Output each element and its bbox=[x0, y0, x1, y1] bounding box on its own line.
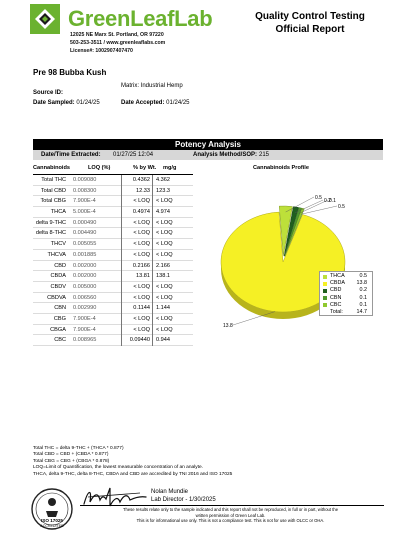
potency-title: Potency Analysis bbox=[33, 139, 383, 150]
signature-divider bbox=[80, 505, 384, 506]
row-name: THCA bbox=[50, 209, 66, 216]
calculation-notes bbox=[33, 446, 232, 478]
col-header-loq: LOQ (%) bbox=[88, 165, 111, 171]
row-loq: 0.004490 bbox=[73, 230, 97, 237]
row-pct: < LOQ bbox=[133, 326, 150, 333]
row-loq: 0.006560 bbox=[73, 294, 97, 301]
row-pct: < LOQ bbox=[133, 294, 150, 301]
table-row bbox=[33, 314, 193, 325]
table-row bbox=[33, 186, 193, 197]
lab-contact: 503-253-3511 / www.greenleaflabs.com bbox=[70, 40, 166, 46]
legend-item bbox=[323, 273, 369, 280]
lab-address: 12025 NE Marx St. Portland, OR 97220 bbox=[70, 32, 164, 38]
lab-address-block bbox=[70, 31, 165, 55]
table-row bbox=[33, 207, 193, 218]
row-pct: 0.2166 bbox=[132, 262, 150, 269]
date-accepted-value: 01/24/25 bbox=[166, 100, 190, 106]
row-loq: 0.002000 bbox=[73, 273, 97, 280]
row-name: CBDA bbox=[50, 273, 66, 280]
legend-swatch bbox=[323, 289, 327, 293]
row-pct: 0.4362 bbox=[132, 177, 150, 183]
legend-value: 0.5 bbox=[359, 273, 367, 279]
pie-slice-label: 0.1 bbox=[329, 198, 336, 204]
row-loq: 0.000490 bbox=[73, 219, 97, 226]
row-mg: < LOQ bbox=[156, 315, 173, 322]
row-loq: 7.900E-4 bbox=[73, 315, 96, 322]
row-name: CBC bbox=[54, 337, 66, 344]
row-mg: < LOQ bbox=[156, 251, 173, 258]
disclaimer bbox=[93, 507, 368, 524]
date-sampled-label: Date Sampled: bbox=[33, 100, 75, 106]
legend-item bbox=[323, 287, 369, 294]
row-pct: < LOQ bbox=[133, 241, 150, 248]
table-row bbox=[33, 218, 193, 229]
legend-label: CBC bbox=[330, 301, 342, 308]
table-row bbox=[33, 239, 193, 250]
table-row bbox=[33, 325, 193, 336]
row-pct: 0.1144 bbox=[133, 305, 150, 312]
legend-rows bbox=[323, 273, 369, 309]
table-row bbox=[33, 303, 193, 314]
row-mg: 0.944 bbox=[156, 337, 170, 344]
report-title-line2: Official Report bbox=[275, 24, 345, 35]
legend-value: 0.2 bbox=[359, 287, 367, 294]
product-name: Pre 98 Bubba Kush bbox=[33, 68, 107, 77]
lab-license: License#: 1002907407470 bbox=[70, 48, 133, 54]
row-mg: 138.1 bbox=[156, 273, 170, 280]
legend-total-row bbox=[323, 309, 369, 316]
column-rule bbox=[121, 175, 122, 346]
legend-label: THCA bbox=[330, 273, 345, 279]
matrix-label: Matrix: Industrial Hemp bbox=[121, 83, 183, 89]
method-label: Analysis Method/SOP: bbox=[193, 152, 258, 158]
row-name: THCVA bbox=[47, 251, 66, 258]
seal-text-accredited: ACCREDITED bbox=[40, 524, 64, 528]
row-loq: 7.900E-4 bbox=[73, 198, 96, 205]
table-row bbox=[33, 250, 193, 261]
row-mg: < LOQ bbox=[156, 198, 173, 205]
row-pct: < LOQ bbox=[133, 198, 150, 205]
disclaimer-line: These results relate only to the sample indicated and this report shall not be reproduced, in full or in part, without the bbox=[122, 507, 339, 512]
disclaimer-line: written permission of Green Leaf Lab. bbox=[195, 512, 266, 518]
table-row bbox=[33, 196, 193, 207]
row-name: delta 9-THC bbox=[35, 219, 66, 226]
legend-swatch bbox=[323, 303, 327, 307]
row-name: CBDV bbox=[50, 283, 66, 290]
table-row bbox=[33, 293, 193, 304]
table-row bbox=[33, 228, 193, 239]
date-accepted bbox=[121, 100, 190, 106]
row-loq: 0.009080 bbox=[73, 177, 97, 183]
row-mg: < LOQ bbox=[156, 283, 173, 290]
legend-total-label: Total: bbox=[330, 308, 343, 315]
legend-label: CBN bbox=[330, 294, 342, 301]
extraction-info-bar bbox=[33, 150, 383, 160]
row-name: CBN bbox=[54, 305, 66, 312]
iso-accreditation-seal bbox=[30, 487, 74, 531]
report-header bbox=[30, 4, 390, 62]
note-line: THCA, delta 9-THC, delta 8-THC, CBDA and CBD are accredited by TNI 2016 and ISO 17025 bbox=[33, 471, 233, 477]
table-row bbox=[33, 271, 193, 282]
row-loq: 0.005000 bbox=[73, 283, 97, 290]
note-line: Total THC = delta 9-THC + (THCA * 0.877) bbox=[33, 446, 124, 451]
signer-name: Nolan Mundie bbox=[151, 489, 189, 495]
source-id bbox=[33, 90, 63, 96]
legend-item bbox=[323, 302, 369, 309]
col-header-cannabinoids: Cannabinoids bbox=[33, 165, 70, 171]
leaf-logo-icon bbox=[30, 4, 60, 34]
pie-slice-label: 0.2 bbox=[324, 198, 331, 204]
row-pct: < LOQ bbox=[133, 283, 150, 290]
cannabinoid-table bbox=[33, 175, 193, 346]
row-loq: 0.002000 bbox=[73, 262, 97, 269]
row-loq: 7.900E-4 bbox=[73, 326, 96, 333]
table-row bbox=[33, 175, 193, 186]
legend-total-value: 14.7 bbox=[356, 308, 367, 315]
pie-slice-label: 0.5 bbox=[315, 195, 322, 201]
legend-label: CBD bbox=[330, 287, 342, 294]
row-name: Total THC bbox=[41, 177, 66, 183]
row-loq: 0.002990 bbox=[73, 305, 97, 312]
legend-value: 0.1 bbox=[359, 301, 367, 308]
row-mg: 1.144 bbox=[156, 305, 170, 312]
pie-leader-line bbox=[295, 200, 323, 213]
row-name: CBD bbox=[54, 262, 66, 269]
row-name: CBG bbox=[53, 315, 66, 322]
row-pct: 0.4974 bbox=[132, 209, 150, 216]
row-pct: 13.81 bbox=[136, 273, 150, 280]
extracted-label: Date/Time Extracted: bbox=[41, 152, 101, 158]
source-id-label: Source ID: bbox=[33, 90, 64, 96]
legend-value: 0.1 bbox=[359, 294, 367, 301]
col-header-pct: % by Wt. bbox=[133, 165, 157, 171]
row-loq: 0.008965 bbox=[73, 337, 97, 344]
row-mg: < LOQ bbox=[156, 326, 173, 333]
row-name: CBGA bbox=[50, 326, 66, 333]
table-row bbox=[33, 261, 193, 272]
pie-slice-label: 0.5 bbox=[338, 204, 345, 210]
date-sampled bbox=[33, 100, 100, 106]
legend-value: 13.8 bbox=[356, 280, 367, 287]
column-rule bbox=[152, 175, 153, 346]
row-loq: 0.001885 bbox=[73, 251, 97, 258]
row-mg: 4.362 bbox=[156, 177, 170, 183]
row-loq: 0.008300 bbox=[73, 187, 97, 194]
chart-title: Cannabinoids Profile bbox=[253, 165, 309, 171]
chart-legend bbox=[319, 271, 373, 316]
legend-label: CBDA bbox=[330, 280, 345, 287]
date-sampled-value: 01/24/25 bbox=[76, 100, 100, 106]
table-row bbox=[33, 335, 193, 346]
row-loq: 0.005055 bbox=[73, 241, 97, 248]
extracted-value: 01/27/25 12:04 bbox=[113, 152, 154, 158]
legend-item bbox=[323, 295, 369, 302]
legend-item bbox=[323, 280, 369, 287]
report-title bbox=[230, 10, 390, 36]
row-pct: < LOQ bbox=[133, 315, 150, 322]
row-name: CBDVA bbox=[47, 294, 66, 301]
pie-slice-label: 13.8 bbox=[223, 323, 233, 329]
legend-swatch bbox=[323, 282, 327, 286]
row-name: Total CBG bbox=[40, 198, 66, 205]
row-name: delta 8-THC bbox=[35, 230, 66, 237]
row-pct: 12.33 bbox=[136, 187, 150, 194]
date-accepted-label: Date Accepted: bbox=[121, 100, 165, 106]
signer-title-date: Lab Director - 1/30/2025 bbox=[151, 497, 216, 503]
row-pct: < LOQ bbox=[133, 230, 150, 237]
legend-swatch bbox=[323, 296, 327, 300]
row-mg: < LOQ bbox=[156, 294, 173, 301]
row-pct: < LOQ bbox=[133, 219, 150, 226]
row-mg: < LOQ bbox=[156, 241, 173, 248]
method-value: 215 bbox=[259, 152, 270, 158]
row-name: Total CBD bbox=[40, 187, 66, 194]
report-title-line1: Quality Control Testing bbox=[255, 11, 365, 22]
row-pct: 0.09440 bbox=[129, 337, 150, 344]
note-line: LOQ=Limit of Quantification, the lowest measurable concentration of an analyte. bbox=[33, 465, 203, 471]
note-line: Total CBG = CBG + (CBGA * 0.878) bbox=[33, 458, 110, 464]
disclaimer-line: This is for informational use only. This is not a compliance test. This is not for use with OLCC or OHA. bbox=[136, 518, 325, 524]
note-line: Total CBD = CBD + (CBDA * 0.877) bbox=[33, 452, 109, 458]
row-pct: < LOQ bbox=[133, 251, 150, 258]
col-header-mg: mg/g bbox=[163, 165, 177, 171]
row-name: THCV bbox=[50, 241, 66, 248]
seal-text-iso: ISO 17025 bbox=[41, 518, 63, 523]
table-row bbox=[33, 282, 193, 293]
row-mg: < LOQ bbox=[156, 230, 173, 237]
pie-leader-line bbox=[233, 312, 275, 325]
row-mg: 4.974 bbox=[156, 209, 170, 216]
row-mg: < LOQ bbox=[156, 219, 173, 226]
signer-block bbox=[151, 488, 216, 504]
legend-swatch bbox=[323, 275, 327, 279]
row-loq: 5.000E-4 bbox=[73, 209, 96, 216]
row-mg: 123.3 bbox=[156, 187, 170, 194]
brand-name: GreenLeafLab bbox=[68, 6, 213, 31]
row-mg: 2.166 bbox=[156, 262, 170, 269]
